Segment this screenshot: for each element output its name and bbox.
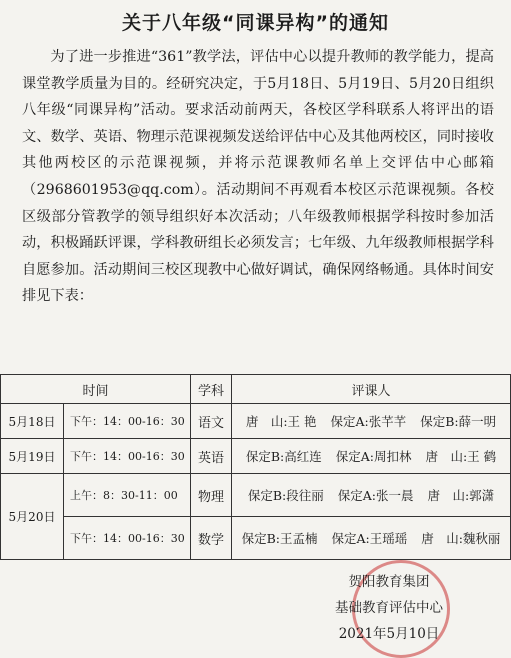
reviewer: 唐 山:王 鹤	[425, 449, 497, 464]
row-time: 下午：14：00-16：30	[64, 404, 191, 439]
reviewer: 保定B:薛一明	[420, 414, 497, 429]
row-subject: 英语	[191, 439, 232, 474]
reviewer: 保定B:王孟楠	[241, 531, 318, 546]
reviewer: 唐 山:魏秋丽	[421, 531, 501, 546]
row-subject: 物理	[191, 474, 232, 517]
row-date: 5月19日	[1, 439, 64, 474]
row-subject: 数学	[191, 517, 232, 560]
row-reviewers	[232, 474, 511, 517]
schedule-table	[0, 374, 511, 560]
reviewer: 保定A:周扣林	[335, 449, 412, 464]
row-date: 5月20日	[1, 474, 64, 560]
row-reviewers	[232, 439, 511, 474]
table-header-row	[1, 375, 511, 404]
row-reviewers	[232, 517, 511, 560]
row-date: 5月18日	[1, 404, 64, 439]
table-row	[1, 439, 511, 474]
reviewer: 保定A:王瑶瑶	[331, 531, 408, 546]
row-time: 下午：14：00-16：30	[64, 439, 191, 474]
row-time: 下午：14：00-16：30	[64, 517, 191, 560]
row-time: 上午：8：30-11：00	[64, 474, 191, 517]
notice-title: 关于八年级“同课异构”的通知	[122, 12, 389, 34]
signature-org: 贺阳教育集团	[348, 574, 430, 590]
reviewer: 唐 山:郭潇	[427, 488, 495, 503]
reviewer: 保定B:高红连	[245, 449, 322, 464]
table-row	[1, 404, 511, 439]
header-reviewers: 评课人	[232, 375, 511, 404]
reviewer: 保定A:张芊芊	[330, 414, 407, 429]
row-subject: 语文	[191, 404, 232, 439]
signature-dept: 基础教育评估中心	[335, 600, 443, 616]
signature-date: 2021年5月10日	[338, 626, 440, 642]
table-row	[1, 474, 511, 517]
table-row	[1, 517, 511, 560]
row-reviewers	[232, 404, 511, 439]
header-time: 时间	[1, 375, 191, 404]
notice-body: 为了进一步推进“361”教学法，评估中心以提升教师的教学能力，提高课堂教学质量为目的。经研究决定，于5月18日、5月19日、5月20日组织八年级“同课异构”活动。要求活动前两天，各校区学科联系人将评出的语文、数学、英语、物理示范课视频发送给评估中心及其他两校区，同时接收其他两校区的示范课视频，并将示范课教师名单上交评估中心邮箱（2968601953@qq.com）。活动期间不再观看本校区示范课视频。各校区级部分管教学的领导组织好本次活动；八年级教师根据学科按时参加活动，积极踊跃评课，学科教研组长必须发言；七年级、九年级教师根据学科自愿参加。活动期间三校区现教中心做好调试，确保网络畅通。具体时间安排见下表：	[22, 49, 494, 305]
reviewer: 保定A:张一晨	[337, 488, 414, 503]
reviewer: 唐 山:王 艳	[245, 414, 317, 429]
reviewer: 保定B:段往丽	[247, 488, 324, 503]
header-subject: 学科	[191, 375, 232, 404]
